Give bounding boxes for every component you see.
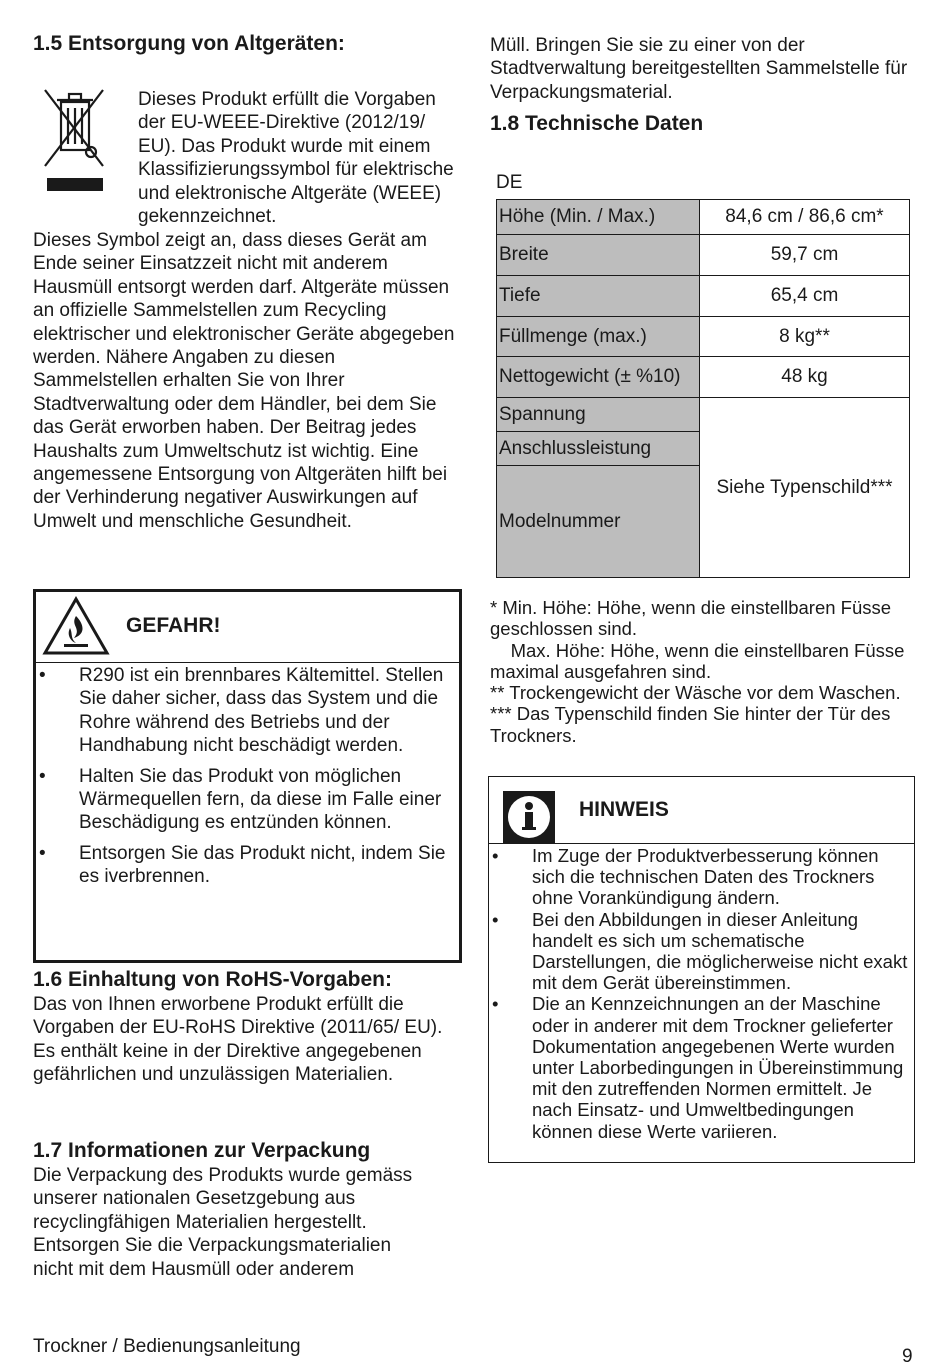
weee-body-text: Dieses Symbol zeigt an, dass dieses Gerät am Ende seiner Einsatzzeit nicht mit anderem Hausmüll entsorgt werden darf. Altgeräte müssen an offizielle Sammelstellen zum Recycling elektrischer und elektronischer Geräte abgegeben werden. Nähere Angaben zu diesen Sammelstellen erhalten Sie von Ihrer Stadtverwaltung oder dem Händler, bei dem Sie das Gerät erworben haben. Der Beitrag jedes Haushalts zum Umweltschutz ist wichtig. Eine angemessene Entsorgung von Altgeräten hilft bei der Verhinderung negativer Auswirkungen auf Umwelt und menschliche Gesundheit.: [33, 230, 455, 532]
technical-data-table: [496, 199, 910, 578]
footnote: ** Trockengewicht der Wäsche vor dem Waschen.: [490, 682, 901, 704]
danger-list: [39, 664, 459, 896]
hint-title: HINWEIS: [579, 798, 669, 821]
flammable-warning-icon: [42, 596, 110, 656]
table-row: [497, 398, 910, 432]
packaging-body-text: Die Verpackung des Produkts wurde gemäss unserer nationalen Gesetzgebung aus recyclingfähigen Materialien hergestellt. Entsorgen Sie die Verpackungsmaterialien nicht mit dem Hausmüll oder anderem: [33, 1165, 413, 1280]
footer-title: Trockner / Bedienungsanleitung: [33, 1336, 301, 1357]
table-row: [497, 235, 910, 276]
list-item: • R290 ist ein brennbares Kältemittel. Stellen Sie daher sicher, dass das System und die Rohre während des Betriebs und der Handhabung nicht beschädigt werden.: [39, 665, 444, 757]
footnote: Max. Höhe: Höhe, wenn die einstellbaren Füsse maximal ausgefahren sind.: [490, 639, 910, 682]
table-language-label: DE: [496, 172, 523, 193]
table-value: 59,7 cm: [700, 235, 910, 276]
table-footnotes: [490, 597, 915, 746]
section-1-6-title: 1.6 Einhaltung von RoHS-Vorgaben:: [33, 968, 392, 991]
table-value: 65,4 cm: [700, 276, 910, 317]
table-row: [497, 317, 910, 357]
packaging-continued-text: Müll. Bringen Sie sie zu einer von der Stadtverwaltung bereitgestellten Sammelstelle für Verpackungsmaterial.: [490, 35, 908, 103]
table-merged-value: Siehe Typenschild***: [700, 398, 910, 578]
page-number: 9: [902, 1346, 913, 1367]
hint-box: [488, 776, 915, 1163]
list-item: • Halten Sie das Produkt von möglichen Wärmequellen fern, da diese im Falle einer Beschädigung es entzünden können.: [39, 765, 442, 834]
hint-header: [489, 777, 914, 844]
table-value: 48 kg: [700, 357, 910, 398]
table-label: Tiefe: [497, 276, 700, 317]
list-item: • Im Zuge der Produktverbesserung können sich die technischen Daten des Trockners ohne Vorankündigung ändern.: [492, 845, 879, 909]
danger-header: [36, 592, 459, 663]
footnote: * Min. Höhe: Höhe, wenn die einstellbaren Füsse geschlossen sind.: [490, 597, 892, 640]
hint-list: [492, 845, 912, 1142]
table-label: Anschlussleistung: [497, 432, 700, 466]
table-label: Modelnummer: [497, 466, 700, 578]
table-value: 84,6 cm / 86,6 cm*: [700, 200, 910, 235]
table-label: Höhe (Min. / Max.): [497, 200, 700, 235]
weee-intro-text: Dieses Produkt erfüllt die Vorgaben der EU-WEEE-Direktive (2012/19/ EU). Das Produkt wurde mit einem Klassifizierungssymbol für elektrische und elektronische Altgeräte (WEEE) gekennzeichnet.: [138, 89, 454, 228]
section-1-5-title: 1.5 Entsorgung von Altgeräten:: [33, 32, 345, 55]
list-item: • Bei den Abbildungen in dieser Anleitung handelt es sich um schematische Darstellungen, die möglicherweise nicht exakt mit dem Gerät übereinstimmen.: [492, 908, 908, 994]
table-row: [497, 200, 910, 235]
section-1-8-title: 1.8 Technische Daten: [490, 112, 704, 135]
weee-crossed-bin-icon: [41, 86, 107, 196]
rohs-body-text: Das von Ihnen erworbene Produkt erfüllt die Vorgaben der EU-RoHS Direktive (2011/65/ EU). Es enthält keine in der Direktive angegebenen gefährlichen und unzulässigen Materialien.: [33, 994, 443, 1086]
danger-title: GEFAHR!: [126, 614, 221, 637]
list-item: • Entsorgen Sie das Produkt nicht, indem Sie es iverbrennen.: [39, 842, 446, 888]
table-label: Füllmenge (max.): [497, 317, 700, 357]
table-value: 8 kg**: [700, 317, 910, 357]
table-label: Breite: [497, 235, 700, 276]
footnote: *** Das Typenschild finden Sie hinter der Tür des Trockners.: [490, 703, 891, 746]
danger-box: [33, 589, 462, 963]
table-row: [497, 276, 910, 317]
section-1-7-title: 1.7 Informationen zur Verpackung: [33, 1139, 371, 1162]
table-label: Spannung: [497, 398, 700, 432]
info-icon: [503, 791, 555, 843]
table-row: [497, 357, 910, 398]
table-label: Nettogewicht (± %10): [497, 357, 700, 398]
list-item: • Die an Kennzeichnungen an der Maschine oder in anderer mit dem Trockner gelieferter Dokumentation angegebenen Werte wurden unter Laborbedingungen in Übereinstimmung mit den zutreffenden Normen ermittelt. Je nach Einsatz- und Umweltbedingungen können diese Werte variieren.: [492, 993, 904, 1142]
